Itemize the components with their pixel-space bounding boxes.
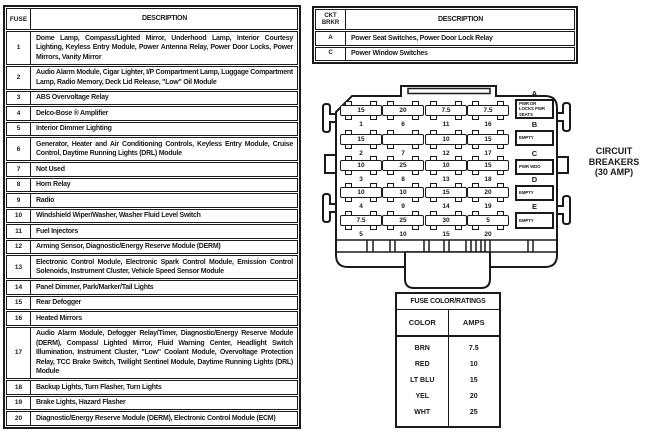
fuse-number: 19 — [484, 203, 492, 210]
fuse-amp: 10 — [425, 160, 467, 171]
fuse-description-cell: Brake Lights, Hazard Flasher — [36, 399, 126, 406]
fuse-table-row — [6, 224, 298, 239]
description-column-header: DESCRIPTION — [437, 15, 484, 23]
fuse-amp: 30 — [425, 215, 467, 226]
fuse-description-cell: Electronic Control Module, Electronic Spark Control Module, Emission Control Solenoids, Instrument Cluster, Vehicle Speed Sensor Module — [36, 258, 293, 275]
fuse-table-row — [6, 193, 298, 208]
amps-value: 15 — [469, 377, 478, 384]
fuse-amp: 15 — [467, 134, 509, 145]
fuse-amp: 10 — [382, 187, 424, 198]
fuse-16 — [466, 101, 510, 128]
fuse-color-ratings-table — [395, 292, 501, 428]
fuse-amp — [382, 134, 424, 145]
left-mount-tab — [325, 155, 336, 173]
fuse-number-cell: 18 — [7, 381, 31, 394]
fuse-number: 9 — [401, 203, 405, 210]
breaker-label: EMPTY — [515, 185, 554, 201]
fuse-18 — [466, 156, 510, 183]
fuse-14 — [424, 183, 468, 210]
amps-value: 10 — [469, 361, 478, 368]
fuse-7 — [381, 130, 425, 157]
fuse-4 — [339, 183, 383, 210]
circuit-breakers-annotation: CIRCUIT BREAKERS (30 AMP) — [588, 146, 640, 177]
fuse-description-cell: Rear Defogger — [36, 299, 81, 306]
breaker-id-cell: C — [316, 48, 346, 61]
fuse-19 — [466, 183, 510, 210]
fuse-number-cell: 20 — [7, 412, 31, 425]
breaker-label: EMPTY — [515, 130, 554, 146]
fuse-description-cell: Audio Alarm Module, Cigar Lighter, I/P Compartment Lamp, Luggage Compartment Lamp, Radio Memory, Deck Lid Release, "Low" Oil Module — [36, 69, 293, 86]
fuse-block-diagram — [318, 60, 580, 295]
breaker-table-row — [315, 31, 575, 46]
fuse-number: 10 — [399, 231, 407, 238]
ckt-brkr-column-header: CKT BRKR — [316, 10, 346, 29]
fuse-description-cell: Radio — [36, 196, 55, 204]
fuse-number: 17 — [484, 150, 492, 157]
fuse-11 — [424, 101, 468, 128]
fuse-number: 14 — [442, 203, 450, 210]
bottom-tab — [405, 252, 490, 288]
fuse-number: 11 — [442, 121, 450, 128]
breaker-table-row — [315, 47, 575, 62]
fuse-5 — [339, 211, 383, 238]
left-clip-bottom — [323, 194, 336, 222]
right-clip-top — [557, 103, 570, 131]
description-column-header: DESCRIPTION — [141, 15, 188, 23]
fuse-number: 18 — [484, 176, 492, 183]
fuse-6 — [381, 101, 425, 128]
fuse-number-cell: 11 — [7, 225, 31, 238]
fuse-number-cell: 14 — [7, 281, 31, 294]
top-tab-inner — [408, 89, 490, 94]
fuse-table-row — [6, 106, 298, 121]
breaker-letter: D — [531, 175, 538, 184]
fuse-number-cell: 19 — [7, 397, 31, 410]
fuse-amp: 7.5 — [467, 105, 509, 116]
fuse-description-cell: Panel Dimmer, Park/Marker/Tail Lights — [36, 283, 154, 291]
breaker-slot-a — [515, 89, 554, 119]
fuse-number: 5 — [359, 231, 363, 238]
fuse-number: 4 — [359, 203, 363, 210]
fuse-description-cell: Not Used — [36, 165, 65, 173]
fuse-number: 20 — [484, 231, 492, 238]
fuse-number: 12 — [442, 150, 450, 157]
fuse-amp: 15 — [340, 105, 382, 116]
fuse-number-cell: 13 — [7, 256, 31, 278]
fuse-description-cell: Horn Relay — [36, 181, 71, 188]
fuse-number-cell: 5 — [7, 123, 31, 136]
fuse-table-row — [6, 137, 298, 161]
amps-column — [449, 337, 500, 426]
fuse-amp: 15 — [425, 187, 467, 198]
fuse-amp: 25 — [382, 215, 424, 226]
fuse-number-cell: 15 — [7, 297, 31, 310]
fuse-number: 15 — [442, 231, 450, 238]
fuse-number: 7 — [401, 150, 405, 157]
fuse-amp: 20 — [382, 105, 424, 116]
fuse-table-row — [6, 122, 298, 137]
fuse-table-row — [6, 396, 298, 411]
fuse-3 — [339, 156, 383, 183]
color-value: WHT — [414, 409, 431, 416]
fuse-number: 6 — [401, 121, 405, 128]
circuit-breaker-table — [312, 6, 578, 64]
fuse-number-cell: 9 — [7, 194, 31, 207]
fuse-number-cell: 7 — [7, 163, 31, 176]
fuse-table-row — [6, 91, 298, 106]
fuse-number-cell: 2 — [7, 67, 31, 89]
fuse-2 — [339, 130, 383, 157]
fuse-table-row — [6, 380, 298, 395]
color-value: LT BLU — [410, 377, 435, 384]
fuse-20 — [466, 211, 510, 238]
fuse-amp: 7.5 — [340, 215, 382, 226]
fuse-number: 3 — [359, 176, 363, 183]
fuse-table-row — [6, 31, 298, 65]
breaker-letter: B — [531, 120, 538, 129]
fuse-amp: 10 — [425, 134, 467, 145]
amps-column-header: AMPS — [462, 318, 485, 327]
fuse-table-row — [6, 255, 298, 279]
fuse-number-cell: 10 — [7, 210, 31, 223]
breaker-slot-b — [515, 120, 554, 146]
fuse-amp: 10 — [340, 187, 382, 198]
amps-value: 7.5 — [468, 345, 479, 352]
fuse-number: 8 — [401, 176, 405, 183]
fuse-table-row — [6, 296, 298, 311]
fuse-description-cell: Windshield Wiper/Washer, Washer Fluid Level Switch — [36, 212, 201, 219]
fuse-description-table — [3, 5, 301, 429]
breaker-description-cell: Power Window Switches — [351, 50, 428, 57]
breaker-slot-d — [515, 175, 554, 201]
fuse-number-cell: 16 — [7, 312, 31, 325]
breaker-letter: A — [531, 89, 538, 98]
fuse-column-header: FUSE — [7, 9, 31, 29]
fuse-amp: 5 — [467, 215, 509, 226]
fuse-description-cell: Dome Lamp, Compass/Lighted Mirror, Underhood Lamp, Interior Courtesy Lighting, Keyless Entry Module, Power Antenna Relay, Power Door Locks, Power Mirrors, Vanity Mirror — [36, 34, 293, 61]
amps-value: 20 — [469, 393, 478, 400]
fuse-description-cell: Diagnostic/Energy Reserve Module (DERM), Electronic Control Module (ECM) — [36, 414, 276, 422]
fuse-number: 1 — [359, 121, 363, 128]
breaker-table-header-row — [315, 9, 575, 30]
fuse-amp: 20 — [467, 187, 509, 198]
fuse-table-row — [6, 209, 298, 224]
fuse-description-cell: Heated Mirrors — [36, 314, 82, 322]
fuse-description-cell: Backup Lights, Turn Flasher, Turn Lights — [36, 383, 162, 391]
ratings-table-title: FUSE COLOR/RATINGS — [397, 294, 499, 310]
fuse-amp: 15 — [467, 160, 509, 171]
fuse-number-cell: 17 — [7, 328, 31, 379]
color-value: BRN — [414, 345, 430, 352]
fuse-9 — [381, 183, 425, 210]
fuse-number-cell: 6 — [7, 138, 31, 160]
color-column-header: COLOR — [397, 310, 449, 335]
fuse-table-row — [6, 240, 298, 255]
fuse-description-cell: Fuel Injectors — [36, 227, 79, 235]
fuse-description-cell: ABS Overvoltage Relay — [36, 94, 109, 101]
left-clip-top — [323, 104, 336, 132]
fuse-amp: 25 — [382, 160, 424, 171]
fuse-number-cell: 1 — [7, 32, 31, 64]
fuse-table-row — [6, 411, 298, 426]
fuse-12 — [424, 130, 468, 157]
fuse-10 — [381, 211, 425, 238]
fuse-number-cell: 4 — [7, 107, 31, 120]
ratings-table-header-row — [397, 310, 499, 337]
fuse-17 — [466, 130, 510, 157]
breaker-label: PWR WDO — [515, 159, 554, 175]
fuse-description-cell: Interior Dimmer Lighting — [36, 125, 112, 132]
fuse-description-cell: Delco-Bose ® Amplifier — [36, 109, 109, 117]
breaker-description-cell: Power Seat Switches, Power Door Lock Relay — [351, 34, 493, 42]
amps-value: 25 — [469, 409, 478, 416]
fuse-table-row — [6, 162, 298, 177]
ratings-table-body — [397, 337, 499, 426]
breaker-letter: E — [531, 202, 537, 211]
fuse-description-cell: Audio Alarm Module, Defogger Relay/Timer, Diagnostic/Energy Reserve Module (DERM), Compass/ Lighted Mirror, Fluid Warning Center, Headlight Switch Illumination, Instrument Cluster, "Low" Coolant Module, Overvoltage Protection Relay, TCC Brake Switch, Twilight Sentinel Module, Daytime Running Lights (DRL) Module — [36, 330, 293, 375]
fuse-number: 2 — [359, 150, 363, 157]
fuse-amp: 15 — [340, 134, 382, 145]
color-column — [397, 337, 449, 426]
breaker-label: EMPTY — [515, 212, 554, 229]
fuse-table-row — [6, 280, 298, 295]
fuse-13 — [424, 156, 468, 183]
fuse-table-row — [6, 178, 298, 193]
breaker-slot-c — [515, 149, 554, 175]
fuse-table-row — [6, 66, 298, 90]
fuse-15 — [424, 211, 468, 238]
fuse-description-cell: Arming Sensor, Diagnostic/Energy Reserve Module (DERM) — [36, 243, 221, 250]
breaker-letter: C — [531, 149, 538, 158]
fuse-number-cell: 8 — [7, 179, 31, 192]
right-clip-bottom — [557, 196, 570, 224]
color-value: RED — [414, 361, 430, 368]
right-mount-tab — [557, 157, 568, 173]
fuse-table-row — [6, 327, 298, 380]
breaker-label: PWR DR LOCKS PWR SEATS — [515, 99, 554, 119]
breaker-slot-e — [515, 202, 554, 229]
fuse-table-row — [6, 311, 298, 326]
fuse-amp: 10 — [340, 160, 382, 171]
fuse-number: 13 — [442, 176, 450, 183]
fuse-1 — [339, 101, 383, 128]
breaker-id-cell: A — [316, 32, 346, 45]
fuse-number: 16 — [484, 121, 492, 128]
fuse-number-cell: 3 — [7, 92, 31, 105]
color-value: YEL — [415, 393, 430, 400]
fuse-8 — [381, 156, 425, 183]
fuse-table-header-row — [6, 8, 298, 30]
fuse-description-cell: Generator, Heater and Air Conditioning Controls, Keyless Entry Module, Cruise Control, Daytime Running Lights (DRL) Module — [36, 140, 293, 157]
fuse-amp: 7.5 — [425, 105, 467, 116]
fuse-number-cell: 12 — [7, 241, 31, 254]
